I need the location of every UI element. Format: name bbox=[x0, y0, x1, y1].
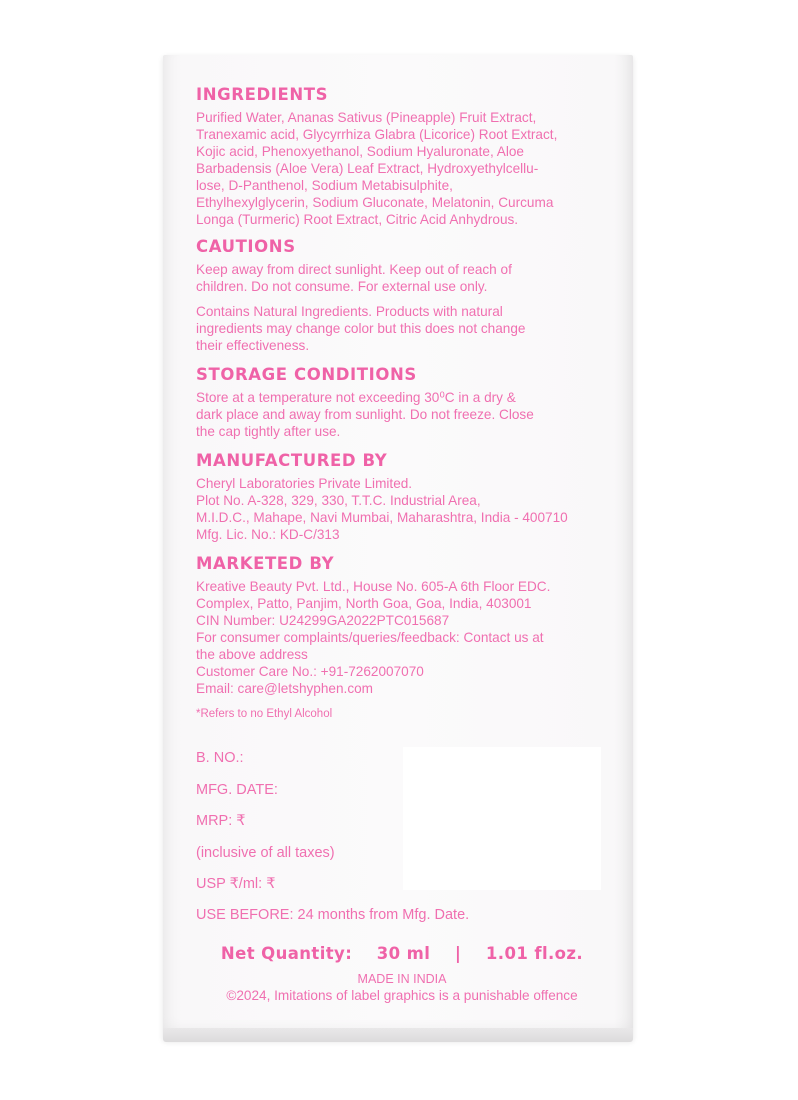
batch-print-area bbox=[403, 747, 601, 890]
cautions-text-2: Contains Natural Ingredients. Products with natural ingredients may change color but this does not change their effectiveness. bbox=[196, 304, 526, 353]
mfg-date-label: MFG. DATE: bbox=[196, 781, 278, 798]
storage-text: Store at a temperature not exceeding 30⁰C in a dry & dark place and away from sunlight. Do not freeze. Close the cap tightly after use. bbox=[196, 390, 534, 439]
cautions-text-1: Keep away from direct sunlight. Keep out of reach of children. Do not consume. For external use only. bbox=[196, 262, 512, 294]
mrp-label: MRP: ₹ bbox=[196, 813, 246, 829]
ingredients-heading: INGREDIENTS bbox=[196, 85, 329, 104]
copyright-notice: ©2024, Imitations of label graphics is a punishable offence bbox=[226, 988, 578, 1003]
marketed-text: Kreative Beauty Pvt. Ltd., House No. 605-A 6th Floor EDC. Complex, Patto, Panjim, North Goa, Goa, India, 403001 CIN Number: U24299GA2022PTC015687 For consumer complaints/queries/feedback: Contact us at the above address Customer Care No.: +91-7262007070 Email: care@letshyphen.com bbox=[196, 579, 551, 696]
net-quantity: Net Quantity: 30 ml | 1.01 fl.oz. bbox=[220, 944, 584, 963]
use-before-text: USE BEFORE: 24 months from Mfg. Date. bbox=[196, 907, 470, 923]
storage-heading: STORAGE CONDITIONS bbox=[196, 365, 417, 384]
marketed-heading: MARKETED BY bbox=[196, 554, 335, 573]
label-content bbox=[196, 84, 616, 721]
made-in-india: MADE IN INDIA bbox=[357, 972, 447, 986]
batch-fields bbox=[196, 748, 396, 906]
alcohol-footnote: *Refers to no Ethyl Alcohol bbox=[196, 708, 333, 720]
ingredients-text: Purified Water, Ananas Sativus (Pineapple) Fruit Extract, Tranexamic acid, Glycyrrhiza Glabra (Licorice) Root Extract, Kojic acid, Phenoxyethanol, Sodium Hyaluronate, Aloe Barbadensis (Aloe Vera) Leaf Extract, Hydroxyethylcellu- lose, D-Panthenol, Sodium Metabisulphite, Ethylhexylglycerin, Sodium Gluconate, Melatonin, Curcuma Longa (Turmeric) Root Extract, Citric Acid Anhydrous. bbox=[196, 110, 558, 227]
batch-number-label: B. NO.: bbox=[196, 750, 244, 766]
manufactured-text: Cheryl Laboratories Private Limited. Plot No. A-328, 329, 330, T.T.C. Industrial Area, M.I.D.C., Mahape, Navi Mumbai, Maharashtra, India - 400710 Mfg. Lic. No.: KD-C/313 bbox=[196, 476, 568, 542]
manufactured-heading: MANUFACTURED BY bbox=[196, 451, 388, 470]
usp-label: USP ₹/ml: ₹ bbox=[196, 876, 276, 892]
box-bottom-edge bbox=[163, 1028, 633, 1042]
taxes-label: (inclusive of all taxes) bbox=[196, 844, 335, 861]
cautions-heading: CAUTIONS bbox=[196, 237, 296, 256]
